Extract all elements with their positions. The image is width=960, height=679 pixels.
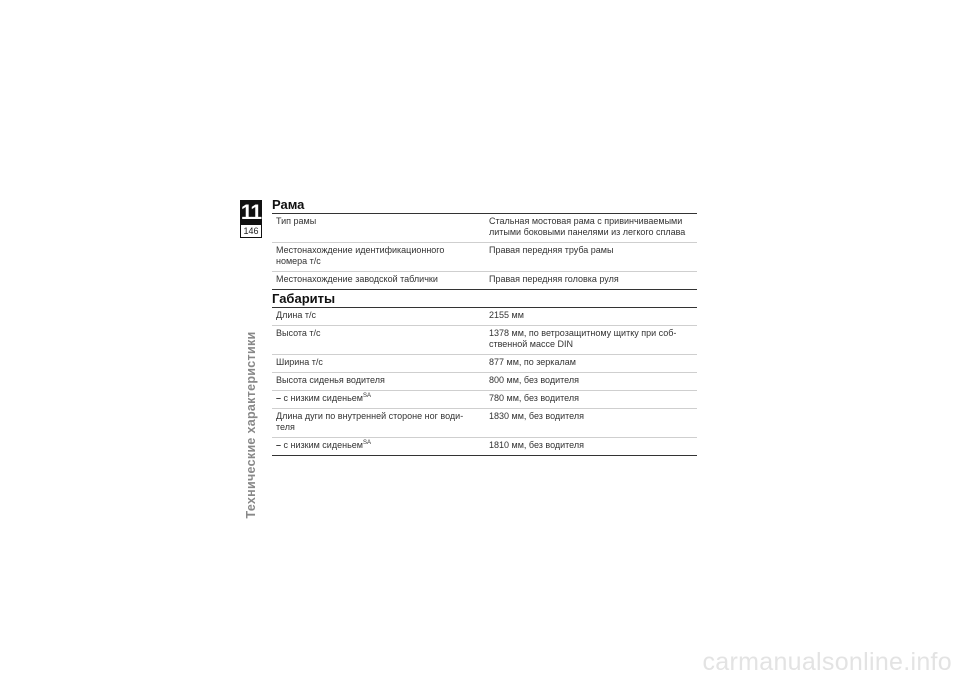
sa-marker: SA: [362, 393, 371, 399]
frame-table: [272, 213, 697, 290]
row-value: 1378 мм, по ветрозащитному щитку при соб-ственной массе DIN: [489, 328, 677, 349]
table-row: [272, 326, 697, 355]
sa-marker: SA: [362, 440, 371, 446]
row-label-sub: [272, 438, 477, 455]
table-row: [272, 214, 697, 243]
table-row: [272, 391, 697, 409]
dimensions-section-title: Габариты: [272, 291, 336, 306]
row-label: Местонахождение идентификационного номера т/с: [276, 245, 445, 266]
dash-marker: –: [276, 393, 282, 403]
row-value: 877 мм, по зеркалам: [489, 357, 576, 367]
row-value: Правая передняя головка руля: [489, 274, 619, 284]
row-label: Ширина т/с: [276, 357, 323, 367]
table-row: [272, 373, 697, 391]
dash-marker: –: [276, 440, 282, 450]
table-row: [272, 272, 697, 289]
row-value: 1810 мм, без водителя: [489, 440, 585, 450]
row-label: Высота сиденья водителя: [276, 375, 385, 385]
chapter-tab: [240, 200, 262, 238]
row-value: 1830 мм, без водителя: [489, 411, 585, 421]
row-label: с низким сиденьем: [283, 393, 363, 403]
page-number: 146: [241, 225, 261, 237]
table-row: [272, 243, 697, 272]
row-label: Длина дуги по внутренней стороне ног води-теля: [276, 411, 464, 432]
chapter-number: 11: [240, 201, 262, 224]
row-label: Длина т/с: [276, 310, 316, 320]
row-value: Стальная мостовая рама с привинчиваемыми литыми боковыми панелями из легкого сплава: [489, 216, 686, 237]
table-row: [272, 409, 697, 438]
row-label: с низким сиденьем: [283, 440, 363, 450]
row-value: 780 мм, без водителя: [489, 393, 579, 403]
chapter-side-title: Технические характеристики: [244, 331, 258, 519]
dimensions-table: [272, 307, 697, 456]
row-value: 2155 мм: [489, 310, 524, 320]
table-row: [272, 438, 697, 455]
row-value: Правая передняя труба рамы: [489, 245, 614, 255]
row-value: 800 мм, без водителя: [489, 375, 579, 385]
frame-section-title: Рама: [272, 197, 305, 212]
table-row: [272, 308, 697, 326]
table-row: [272, 355, 697, 373]
row-label: Местонахождение заводской таблички: [276, 274, 438, 284]
row-label: Высота т/с: [276, 328, 321, 338]
row-label-sub: [272, 391, 477, 408]
watermark: carmanualsonline.info: [702, 648, 952, 676]
row-label: Тип рамы: [276, 216, 317, 226]
